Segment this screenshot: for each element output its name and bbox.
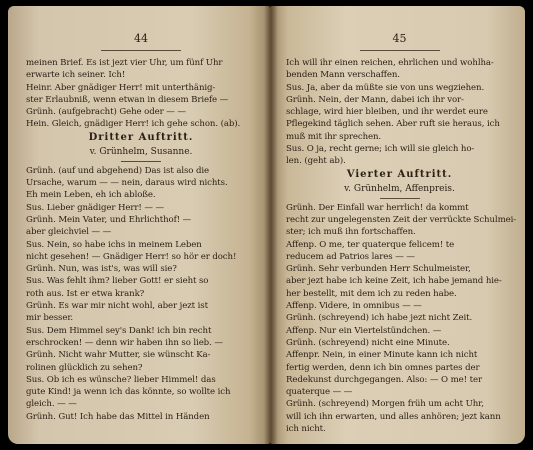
text-line: Affenp. Nur ein Viertelstündchen. — <box>286 325 442 336</box>
text-line: quaterque — — <box>286 387 353 398</box>
right-text-block-bottom <box>286 202 517 436</box>
text-line: Grünh. Nicht wahr Mutter, sie wünscht Ka- <box>26 350 211 361</box>
left-page <box>8 6 270 444</box>
text-line: ich nicht. <box>286 424 326 435</box>
right-page-number: 45 <box>392 32 407 45</box>
text-line: will ich ihn erwarten, und alles anhören; jezt kann <box>286 411 501 422</box>
text-line: ster; ich muß ihn fortschaffen. <box>286 227 416 238</box>
text-line: roth aus. Ist er etwa krank? <box>26 288 145 299</box>
text-line: Affenpr. Nein, in einer Minute kann ich nicht <box>286 350 478 361</box>
text-line: Affenp. Videre, in omnibus — — <box>286 301 422 312</box>
text-line: len. (geht ab). <box>286 156 346 167</box>
text-line: Sus. Nein, so habe ichs in meinem Leben <box>26 239 202 250</box>
text-line: Grünh. Sehr verbunden Herr Schulmeister, <box>286 264 471 275</box>
text-line: Ursache, warum — — nein, daraus wird nichts. <box>26 178 228 189</box>
text-line: Grünh. (auf und abgehend) Das ist also die <box>26 165 210 176</box>
text-line: recht zur ungelegensten Zeit der verrückte Schulmei- <box>286 214 517 225</box>
text-line: Redekunst durchgegangen. Also: — O me! ter <box>286 374 482 385</box>
text-line: Sus. Ob ich es wünsche? lieber Himmel! das <box>26 374 216 385</box>
text-line: erschrocken! — denn wir haben ihn so lieb. — <box>26 337 223 348</box>
text-line: Ich will ihr einen reichen, ehrlichen und wohlha- <box>286 58 494 68</box>
text-line: aber gleichviel — — <box>26 227 112 238</box>
left-text-block-bottom <box>26 165 256 423</box>
text-line: Sus. Lieber gnädiger Herr! — — <box>26 202 164 213</box>
header-rule <box>101 50 181 51</box>
scene-rule <box>121 161 161 162</box>
right-page <box>270 6 525 444</box>
text-line: Sus. Ja, aber da müßte sie von uns wegziehen. <box>286 82 485 93</box>
left-page-number: 44 <box>134 32 148 45</box>
text-line: gleich. — — <box>26 399 77 410</box>
right-act-heading: Vierter Auftritt. <box>346 168 453 180</box>
text-line: Grünh. Der Einfall war herrlich! da kommt <box>286 202 469 213</box>
text-line: Affenp. O me, ter quaterque felicem! te <box>286 239 455 250</box>
text-line: Pflegekind täglich sehen. Aber ruft sie heraus, ich <box>286 119 500 130</box>
text-line: benden Mann verschaffen. <box>286 70 400 81</box>
text-line: Hein. Gleich, gnädiger Herr! ich gehe schon. (ab). <box>26 119 241 130</box>
right-scene-cast: v. Grünhelm, Affenpreis. <box>344 183 455 194</box>
text-line: erwarte ich seiner. Ich! <box>26 70 126 81</box>
text-line: ster Erlaubniß, wenn etwan in diesem Briefe — <box>26 94 229 105</box>
text-line: Heinr. Aber gnädiger Herr! mit unterthänig- <box>26 82 216 93</box>
book-gutter <box>264 6 278 444</box>
header-rule <box>360 50 440 51</box>
text-line: Eh mein Leben, eh ich abloße. <box>26 190 156 201</box>
open-book <box>8 6 525 444</box>
text-line: Grünh. (schreyend) Morgen früh um acht Uhr, <box>286 399 484 410</box>
text-line: muß mit ihr sprechen. <box>286 131 382 142</box>
text-line: meinen Brief. Es ist jezt vier Uhr, um fünf Uhr <box>26 58 223 68</box>
left-act-heading: Dritter Auftritt. <box>88 131 194 143</box>
text-line: her bestellt, mit dem ich zu reden habe. <box>286 288 457 299</box>
right-text-block-top <box>286 57 513 168</box>
text-line: Grünh. Nein, der Mann, dabei ich ihr vor- <box>286 94 464 105</box>
text-line: Grünh. Nun, was ist's, was will sie? <box>26 264 177 275</box>
left-text-block-top <box>26 57 256 131</box>
text-line: Grünh. Es war mir nicht wohl, aber jezt ist <box>26 301 208 312</box>
text-line: Grünh. (schreyend) nicht eine Minute. <box>286 337 450 348</box>
text-line: Grünh. (schreyend) ich habe jezt nicht Zeit. <box>286 313 473 324</box>
text-line: nicht gesehen! — Gnädiger Herr! so hör er doch! <box>26 251 237 262</box>
text-line: Sus. O ja, recht gerne; ich will sie gleich ho- <box>286 144 475 155</box>
text-line: Grünh. Mein Vater, und Ehrlichthof! — <box>26 214 192 225</box>
text-line: gute Kind! ja wenn ich das könnte, so wollte ich <box>26 387 231 398</box>
text-line: Grünh. (aufgebracht) Gehe oder — — <box>26 107 186 118</box>
text-line: schlage, wird hier bleiben, und ihr werdet eure <box>286 107 488 118</box>
text-line: Sus. Was fehlt ihm? lieber Gott! er sieht so <box>26 276 209 287</box>
left-scene-cast: v. Grünhelm, Susanne. <box>89 146 193 157</box>
text-line: Grünh. Gut! Ich habe das Mittel in Händen <box>26 411 210 422</box>
text-line: Sus. Dem Himmel sey's Dank! ich bin recht <box>26 325 212 336</box>
scene-rule <box>380 198 420 199</box>
text-line: rolinen glücklich zu sehen? <box>26 362 143 373</box>
text-line: aber jezt habe ich keine Zeit, ich habe jemand hie- <box>286 276 502 287</box>
text-line: fertig werden, denn ich bin omnes partes der <box>286 362 480 373</box>
text-line: reducem ad Patrios lares — — <box>286 251 415 262</box>
text-line: mir besser. <box>26 313 74 324</box>
